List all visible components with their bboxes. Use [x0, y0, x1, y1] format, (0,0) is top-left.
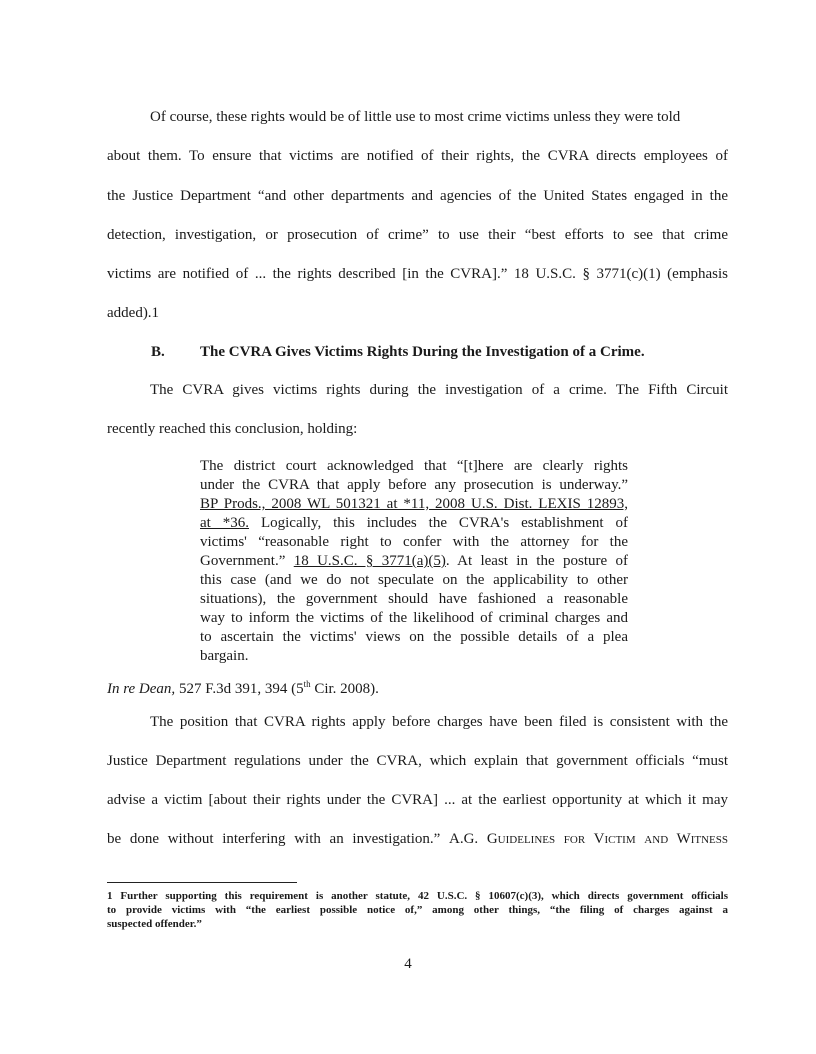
para3-line-3: advise a victim [about their rights under the CVRA] ... at the earliest opportunity at which it may [107, 792, 728, 808]
quote-line-8: situations), the government should have fashioned a reasonable [200, 591, 628, 607]
quote-citation-link[interactable]: BP Prods., 2008 WL 501321 at *11, 2008 U.S. Dist. LEXIS 12893, [200, 496, 628, 512]
section-heading: The CVRA Gives Victims Rights During the Investigation of a Crime. [200, 344, 645, 360]
para1-line-4: detection, investigation, or prosecution of crime” to use their “best efforts to see that crime [107, 227, 728, 243]
statute-link[interactable]: 18 U.S.C. § 3771(a)(5) [293, 553, 446, 569]
para1-line-2: about them. To ensure that victims are notified of their rights, the CVRA directs employees of [107, 148, 728, 164]
citation-text: 527 F.3d 391, 394 (5 [175, 681, 304, 697]
citation-end: Cir. 2008). [310, 681, 379, 697]
quote-line-1: The district court acknowledged that “[t]here are clearly rights [200, 458, 628, 474]
para3-line-4 [107, 830, 728, 848]
case-name: In re Dean, [107, 681, 176, 697]
guidelines-title: A.G. Guidelines for Victim and Witness [449, 831, 728, 847]
quote-line-7: this case (and we do not speculate on the applicability to other [200, 572, 628, 588]
page-number: 4 [404, 956, 412, 972]
para2-line-2: recently reached this conclusion, holding: [107, 421, 358, 437]
quote-line-11: bargain. [200, 648, 249, 664]
quote-pinpoint-link[interactable]: at *36. [200, 515, 250, 531]
quote-line-6 [200, 552, 628, 571]
para3-line-4-text: be done without interfering with an investigation.” [107, 831, 449, 847]
quote-line-2: under the CVRA that apply before any prosecution is underway.” [200, 477, 628, 493]
case-citation [107, 675, 379, 698]
footnote-line-3: suspected offender.” [107, 918, 202, 930]
block-quote [200, 457, 628, 666]
quote-line-9: way to inform the victims of the likelihood of criminal charges and [200, 610, 628, 626]
quote-line-10: to ascertain the victims' views on the possible details of a plea [200, 629, 628, 645]
footnote-line-1: 1 Further supporting this requirement is another statute, 42 U.S.C. § 10607(c)(3), which directs government officials [107, 890, 728, 902]
quote-line-4 [200, 514, 628, 533]
para1-line-5: victims are notified of ... the rights described [in the CVRA].” 18 U.S.C. § 3771(c)(1) (emphasis [107, 266, 728, 282]
footnote [107, 889, 728, 931]
footnote-divider [107, 882, 297, 883]
para3-line-1: The position that CVRA rights apply before charges have been filed is consistent with the [150, 714, 728, 730]
citation-superscript: th [303, 679, 311, 689]
section-number: B. [151, 344, 165, 360]
quote-line-6-end: . At least in the posture of [445, 553, 628, 569]
para1-line-3: the Justice Department “and other departments and agencies of the United States engaged in the [107, 188, 728, 204]
para1-line-1: Of course, these rights would be of little use to most crime victims unless they were told [150, 109, 681, 125]
para1-line-6: added).1 [107, 305, 160, 321]
footnote-line-2: to provide victims with “the earliest possible notice of,” among other things, “the filing of charges against a [107, 904, 728, 916]
quote-line-5: victims' “reasonable right to confer with the attorney for the [200, 534, 628, 550]
quote-line-4-text: Logically, this includes the CVRA's establishment of [249, 515, 629, 531]
para2-line-1: The CVRA gives victims rights during the investigation of a crime. The Fifth Circuit [150, 382, 728, 398]
quote-line-6-start: Government.” [200, 553, 294, 569]
para3-line-2: Justice Department regulations under the CVRA, which explain that government officials “must [107, 753, 728, 769]
